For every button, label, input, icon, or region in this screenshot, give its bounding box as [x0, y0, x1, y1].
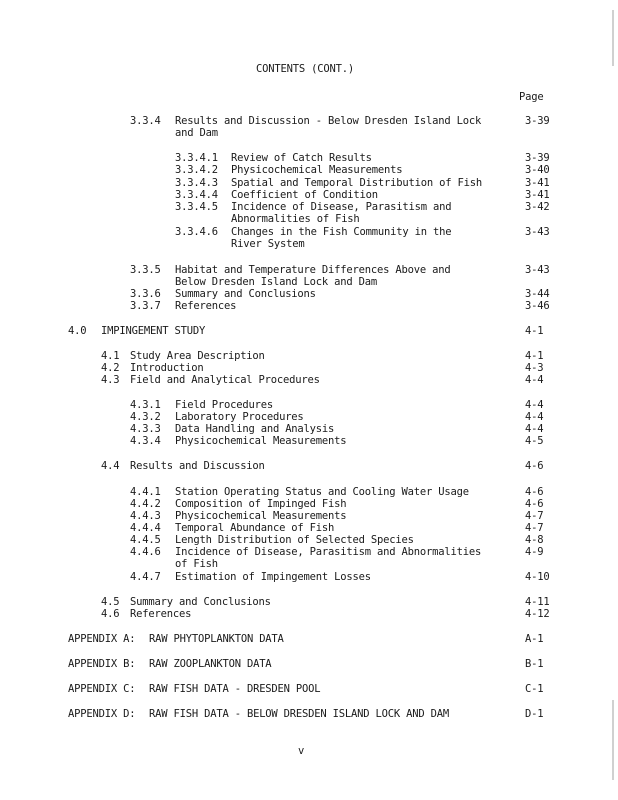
toc-entry-title: References: [175, 300, 237, 312]
toc-entry-number: 3.3.7: [130, 300, 161, 312]
toc-entry-number: 3.3.4.5: [175, 201, 218, 213]
toc-entry-title: Temporal Abundance of Fish: [175, 522, 335, 534]
toc-entry-number: 4.3.4: [130, 435, 161, 447]
page-title: CONTENTS (CONT.): [256, 63, 354, 75]
toc-entry-title-continued: Below Dresden Island Lock and Dam: [175, 276, 378, 288]
toc-entry-number: 4.4: [101, 460, 120, 472]
toc-entry-number: 3.3.6: [130, 288, 161, 300]
scan-edge-mark: [612, 700, 614, 780]
toc-entry-number: 4.4.2: [130, 498, 161, 510]
toc-entry-title: Estimation of Impingement Losses: [175, 571, 371, 583]
toc-entry-number: 3.3.4.4: [175, 189, 218, 201]
appendix-label: APPENDIX A:: [68, 633, 136, 645]
toc-entry-number: 4.3.3: [130, 423, 161, 435]
toc-entry-title: Composition of Impinged Fish: [175, 498, 347, 510]
toc-entry-page: 4-11: [525, 596, 550, 608]
toc-entry-number: 3.3.4.6: [175, 226, 218, 238]
appendix-title: RAW FISH DATA - DRESDEN POOL: [149, 683, 321, 695]
toc-entry-page: 4-1: [525, 350, 544, 362]
toc-entry-number: 4.3: [101, 374, 120, 386]
toc-entry-number: 3.3.5: [130, 264, 161, 276]
toc-entry-number: 3.3.4.2: [175, 164, 218, 176]
toc-entry-title: Physicochemical Measurements: [175, 435, 347, 447]
toc-entry-page: 4-4: [525, 411, 544, 423]
toc-entry-number: 4.4.4: [130, 522, 161, 534]
toc-entry-number: 4.4.5: [130, 534, 161, 546]
toc-entry-title: Data Handling and Analysis: [175, 423, 335, 435]
toc-entry-number: 3.3.4.1: [175, 152, 218, 164]
toc-entry-title-continued: and Dam: [175, 127, 218, 139]
toc-entry-page: 4-12: [525, 608, 550, 620]
toc-entry-title: Length Distribution of Selected Species: [175, 534, 414, 546]
toc-entry-title: Summary and Conclusions: [130, 596, 271, 608]
toc-entry-page: 4-5: [525, 435, 544, 447]
toc-entry-number: 4.6: [101, 608, 120, 620]
toc-entry-page: 3-42: [525, 201, 550, 213]
toc-entry-page: 4-6: [525, 486, 544, 498]
toc-entry-number: 4.3.2: [130, 411, 161, 423]
toc-entry-page: 3-39: [525, 115, 550, 127]
toc-entry-page: 3-43: [525, 264, 550, 276]
toc-entry-title: References: [130, 608, 192, 620]
toc-entry-number: 3.3.4.3: [175, 177, 218, 189]
toc-entry-title: Study Area Description: [130, 350, 265, 362]
toc-entry-number: 4.4.3: [130, 510, 161, 522]
toc-entry-page: B-1: [525, 658, 544, 670]
toc-entry-title: Results and Discussion: [130, 460, 265, 472]
toc-entry-title: Review of Catch Results: [231, 152, 372, 164]
appendix-label: APPENDIX B:: [68, 658, 136, 670]
toc-entry-title: Changes in the Fish Community in the: [231, 226, 452, 238]
toc-entry-number: 4.4.6: [130, 546, 161, 558]
toc-entry-number: 3.3.4: [130, 115, 161, 127]
appendix-label: APPENDIX D:: [68, 708, 136, 720]
toc-entry-number: 4.5: [101, 596, 120, 608]
toc-entry-page: 3-40: [525, 164, 550, 176]
toc-entry-page: 3-44: [525, 288, 550, 300]
toc-entry-number: 4.4.7: [130, 571, 161, 583]
toc-entry-title: Summary and Conclusions: [175, 288, 316, 300]
toc-entry-page: A-1: [525, 633, 544, 645]
toc-entry-page: 3-41: [525, 189, 550, 201]
toc-entry-page: 4-1: [525, 325, 544, 337]
toc-entry-number: 4.1: [101, 350, 120, 362]
toc-entry-page: 4-4: [525, 374, 544, 386]
toc-entry-title-continued: Abnormalities of Fish: [231, 213, 360, 225]
toc-entry-title: Habitat and Temperature Differences Above and: [175, 264, 451, 276]
toc-entry-title: Field Procedures: [175, 399, 273, 411]
toc-entry-title: Physicochemical Measurements: [175, 510, 347, 522]
toc-entry-page: 3-46: [525, 300, 550, 312]
toc-entry-number: 4.3.1: [130, 399, 161, 411]
appendix-title: RAW FISH DATA - BELOW DRESDEN ISLAND LOCK AND DAM: [149, 708, 449, 720]
toc-entry-page: 4-7: [525, 510, 544, 522]
toc-entry-title: Station Operating Status and Cooling Water Usage: [175, 486, 469, 498]
toc-entry-page: D-1: [525, 708, 544, 720]
toc-entry-title: Incidence of Disease, Parasitism and Abnormalities: [175, 546, 482, 558]
toc-entry-title: Laboratory Procedures: [175, 411, 304, 423]
toc-entry-title: Field and Analytical Procedures: [130, 374, 320, 386]
appendix-label: APPENDIX C:: [68, 683, 136, 695]
toc-entry-title-continued: River System: [231, 238, 305, 250]
toc-entry-number: 4.2: [101, 362, 120, 374]
toc-entry-title: Physicochemical Measurements: [231, 164, 403, 176]
toc-entry-page: 4-7: [525, 522, 544, 534]
toc-entry-page: 4-8: [525, 534, 544, 546]
page-column-label: Page: [519, 91, 544, 103]
toc-entry-page: 4-4: [525, 423, 544, 435]
toc-entry-page: 4-3: [525, 362, 544, 374]
toc-entry-number: 4.0: [68, 325, 87, 337]
toc-entry-title: Introduction: [130, 362, 204, 374]
toc-entry-page: 4-4: [525, 399, 544, 411]
appendix-title: RAW ZOOPLANKTON DATA: [149, 658, 272, 670]
toc-entry-title: Results and Discussion - Below Dresden Island Lock: [175, 115, 482, 127]
toc-entry-title: Coefficient of Condition: [231, 189, 378, 201]
toc-entry-page: 4-10: [525, 571, 550, 583]
toc-entry-title-continued: of Fish: [175, 558, 218, 570]
page-number: v: [298, 745, 305, 757]
toc-entry-page: 3-39: [525, 152, 550, 164]
toc-entry-page: 3-41: [525, 177, 550, 189]
appendix-title: RAW PHYTOPLANKTON DATA: [149, 633, 284, 645]
toc-entry-page: C-1: [525, 683, 544, 695]
toc-entry-page: 4-6: [525, 498, 544, 510]
toc-entry-title: IMPINGEMENT STUDY: [101, 325, 206, 337]
toc-entry-page: 3-43: [525, 226, 550, 238]
scan-edge-mark: [612, 10, 614, 66]
toc-entry-number: 4.4.1: [130, 486, 161, 498]
toc-entry-title: Incidence of Disease, Parasitism and: [231, 201, 452, 213]
toc-entry-page: 4-9: [525, 546, 544, 558]
toc-entry-page: 4-6: [525, 460, 544, 472]
toc-entry-title: Spatial and Temporal Distribution of Fish: [231, 177, 482, 189]
